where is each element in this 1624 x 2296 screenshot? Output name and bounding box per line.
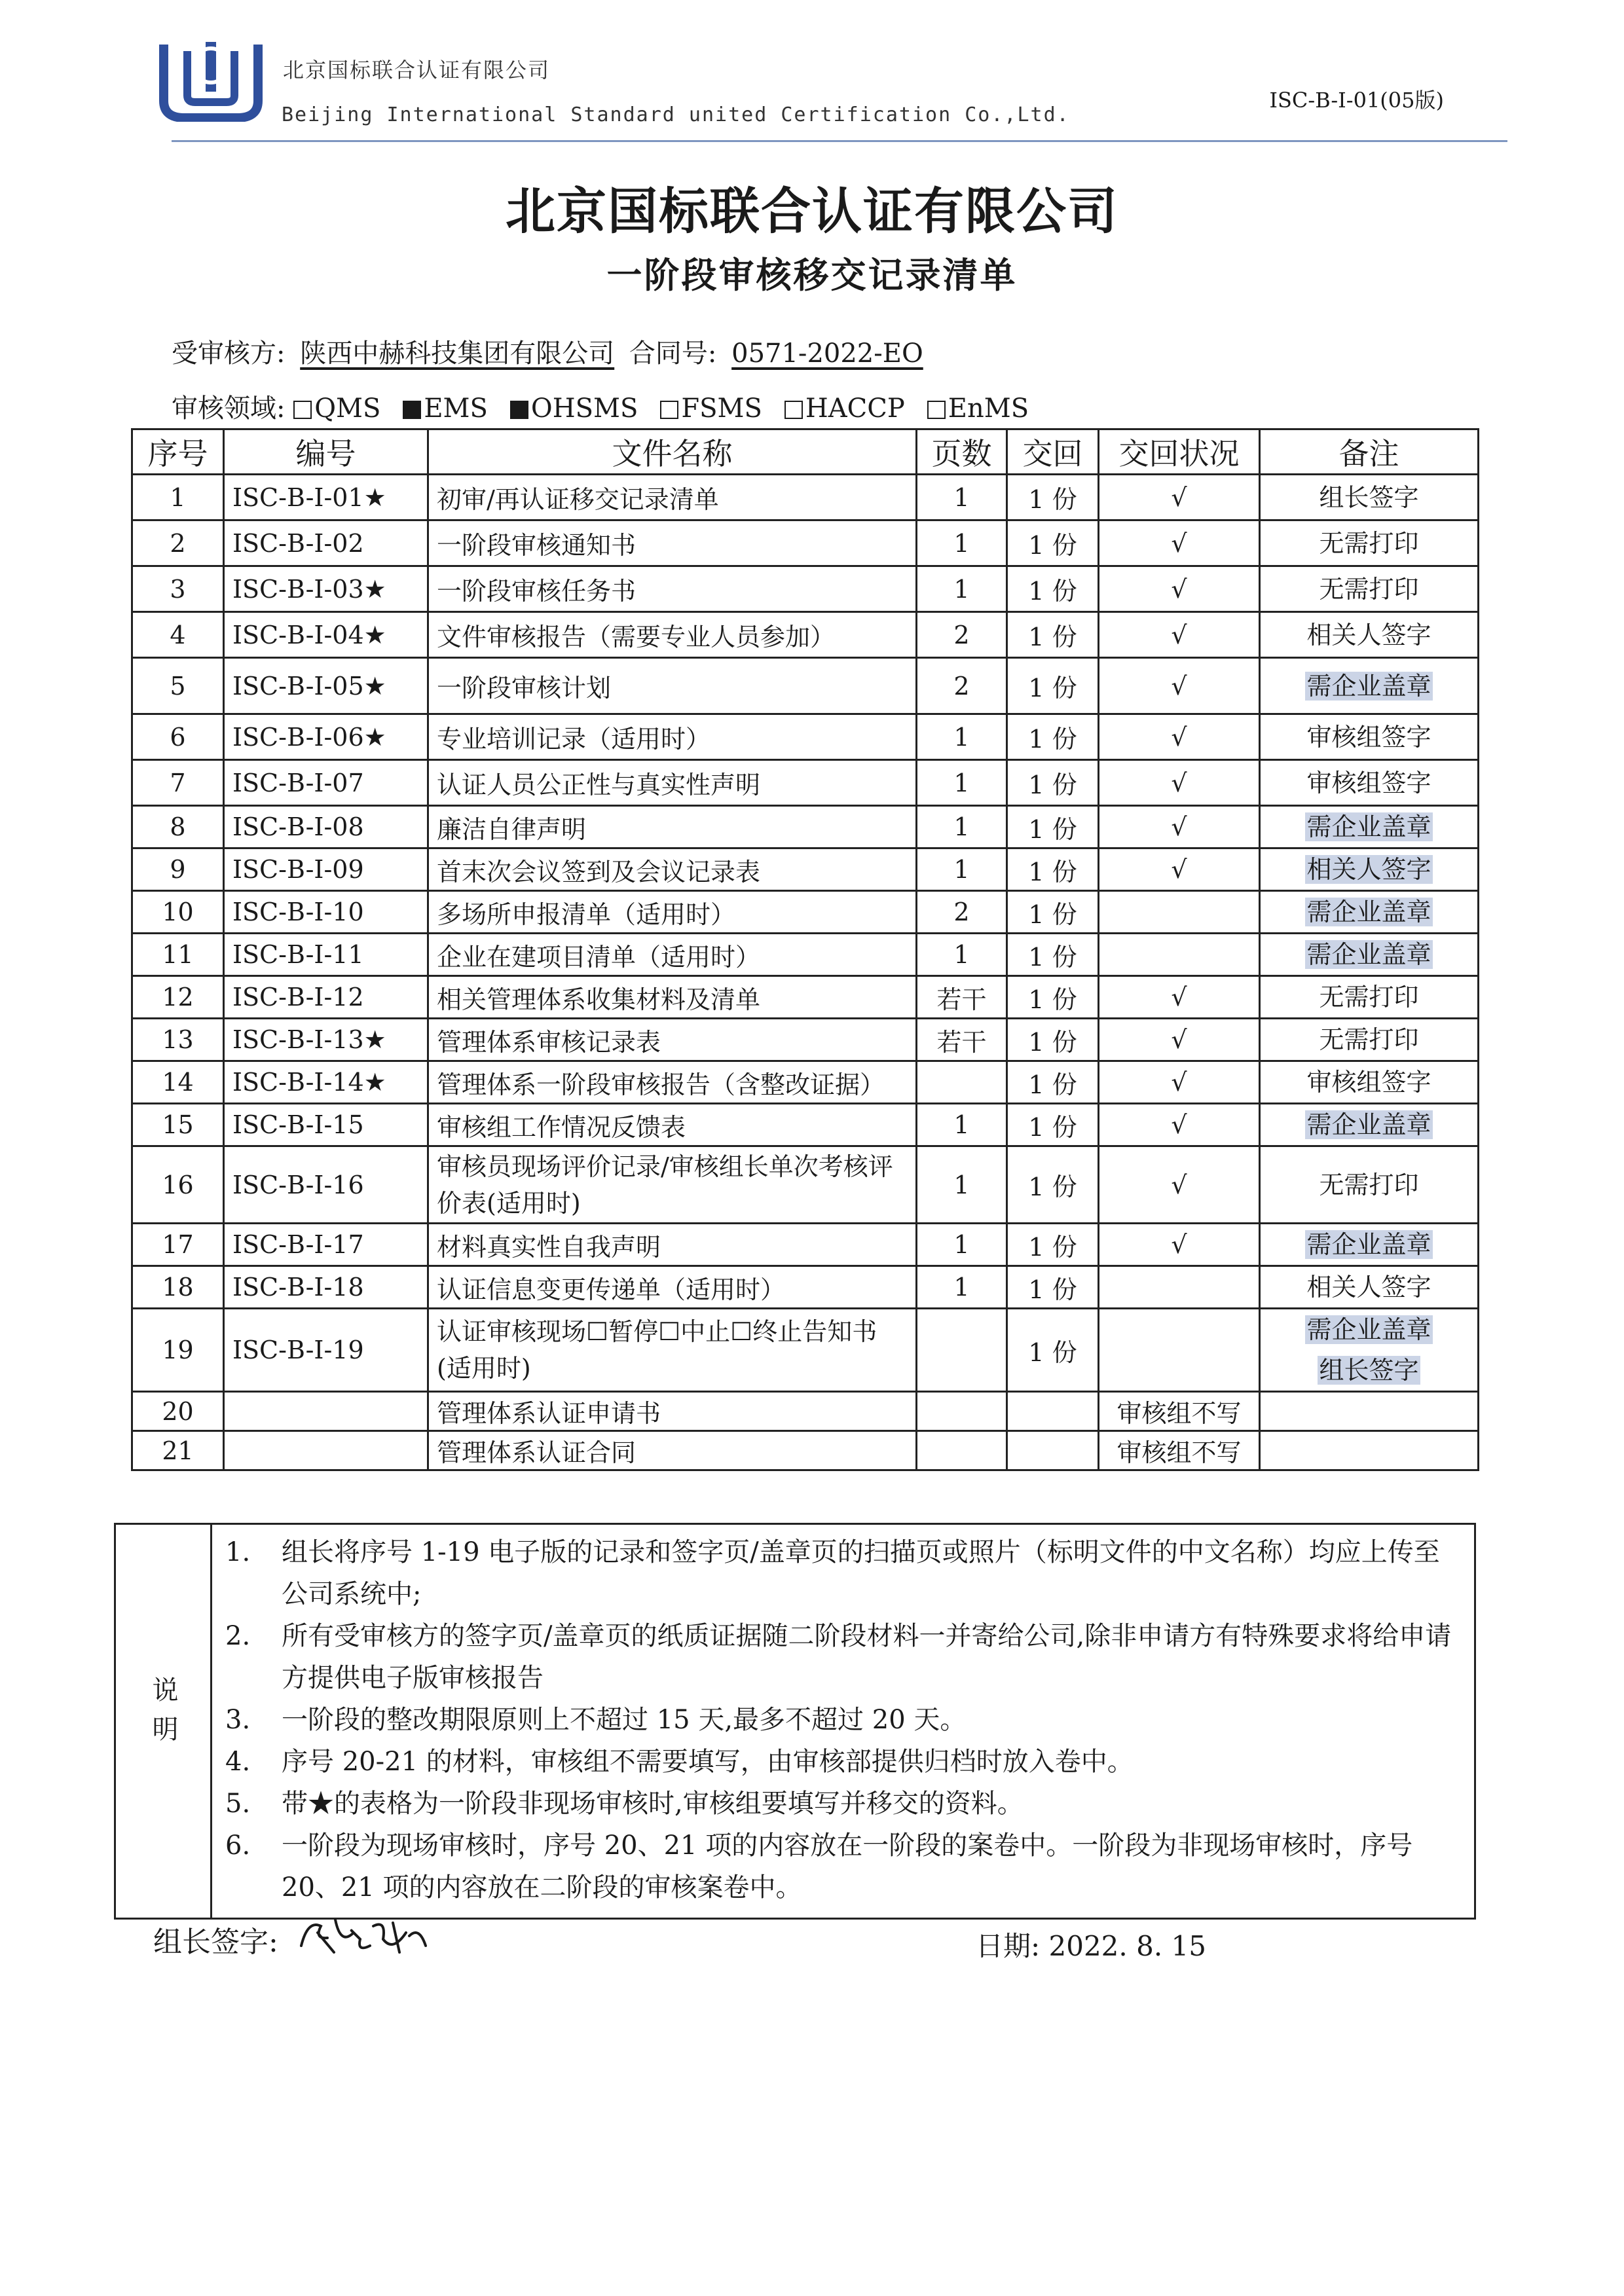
row-return-status bbox=[1099, 891, 1260, 934]
row-returned: 1 份 bbox=[1007, 714, 1099, 760]
notes-label bbox=[115, 1524, 212, 1919]
row-code: ISC-B-I-05★ bbox=[224, 658, 428, 714]
remark-text: 无需打印 bbox=[1319, 1170, 1419, 1199]
row-return-status: 审核组不写 bbox=[1099, 1392, 1260, 1431]
row-return-status: √ bbox=[1099, 658, 1260, 714]
row-returned: 1 份 bbox=[1007, 1104, 1099, 1146]
checkbox-box[interactable] bbox=[403, 401, 421, 419]
note-item bbox=[225, 1741, 1461, 1783]
note-text: 一阶段为现场审核时，序号 20、21 项的内容放在一阶段的案卷中。一阶段为非现场审核时，序号 20、21 项的内容放在二阶段的审核案卷中。 bbox=[282, 1831, 1413, 1903]
row-code: ISC-B-I-12 bbox=[224, 976, 428, 1019]
row-return-status: √ bbox=[1099, 1146, 1260, 1224]
table-row bbox=[132, 658, 1479, 714]
row-file-name: 审核员现场评价记录/审核组长单次考核评价表(适用时) bbox=[428, 1146, 917, 1224]
row-returned: 1 份 bbox=[1007, 1309, 1099, 1392]
table-row bbox=[132, 976, 1479, 1019]
row-returned: 1 份 bbox=[1007, 1224, 1099, 1266]
row-pages: 1 bbox=[917, 520, 1007, 566]
row-seq: 12 bbox=[132, 976, 224, 1019]
row-return-status: √ bbox=[1099, 1224, 1260, 1266]
row-returned bbox=[1007, 1392, 1099, 1431]
table-row bbox=[132, 1104, 1479, 1146]
row-return-status: √ bbox=[1099, 612, 1260, 658]
row-returned: 1 份 bbox=[1007, 1061, 1099, 1104]
row-remarks bbox=[1260, 566, 1479, 612]
table-row bbox=[132, 475, 1479, 520]
header-seq: 序号 bbox=[132, 429, 224, 475]
checkbox-box[interactable] bbox=[660, 401, 678, 419]
row-file-name: 管理体系一阶段审核报告（含整改证据） bbox=[428, 1061, 917, 1104]
row-code: ISC-B-I-15 bbox=[224, 1104, 428, 1146]
row-returned: 1 份 bbox=[1007, 475, 1099, 520]
row-return-status: √ bbox=[1099, 848, 1260, 891]
row-file-name: 企业在建项目清单（适用时） bbox=[428, 934, 917, 976]
company-name-cn: 北京国标联合认证有限公司 bbox=[283, 58, 551, 82]
row-seq: 14 bbox=[132, 1061, 224, 1104]
row-returned: 1 份 bbox=[1007, 1019, 1099, 1061]
row-return-status: √ bbox=[1099, 520, 1260, 566]
row-return-status bbox=[1099, 934, 1260, 976]
leader-sign-label: 组长签字: bbox=[153, 1925, 278, 1959]
notes-label-text: 说明 bbox=[148, 1675, 178, 1755]
row-returned: 1 份 bbox=[1007, 612, 1099, 658]
header-returned: 交回 bbox=[1007, 429, 1099, 475]
row-pages: 1 bbox=[917, 1266, 1007, 1309]
header-code: 编号 bbox=[224, 429, 428, 475]
row-remarks bbox=[1260, 1266, 1479, 1309]
checkbox-box[interactable] bbox=[510, 401, 528, 419]
notes-section bbox=[114, 1523, 1476, 1920]
row-remarks bbox=[1260, 934, 1479, 976]
domain-qms-checkbox[interactable] bbox=[293, 393, 380, 424]
remark-text: 需企业盖章 bbox=[1306, 1230, 1431, 1259]
row-file-name: 认证人员公正性与真实性声明 bbox=[428, 760, 917, 806]
row-remarks bbox=[1260, 714, 1479, 760]
note-text: 一阶段的整改期限原则上不超过 15 天,最多不超过 20 天。 bbox=[282, 1705, 967, 1735]
row-remarks bbox=[1260, 1224, 1479, 1266]
row-seq: 15 bbox=[132, 1104, 224, 1146]
row-seq: 6 bbox=[132, 714, 224, 760]
row-remarks bbox=[1260, 658, 1479, 714]
row-returned: 1 份 bbox=[1007, 658, 1099, 714]
row-returned: 1 份 bbox=[1007, 520, 1099, 566]
row-pages: 2 bbox=[917, 891, 1007, 934]
row-file-name: 审核组工作情况反馈表 bbox=[428, 1104, 917, 1146]
domain-enms-checkbox[interactable] bbox=[927, 393, 1029, 424]
note-item bbox=[225, 1699, 1461, 1741]
auditee-label: 受审核方: bbox=[172, 338, 286, 369]
checkbox-box[interactable] bbox=[784, 401, 803, 419]
row-remarks bbox=[1260, 848, 1479, 891]
remark-text: 组长签字 bbox=[1319, 483, 1419, 512]
row-pages bbox=[917, 1061, 1007, 1104]
row-file-name: 初审/再认证移交记录清单 bbox=[428, 475, 917, 520]
row-pages: 1 bbox=[917, 1104, 1007, 1146]
row-code: ISC-B-I-17 bbox=[224, 1224, 428, 1266]
notes-list bbox=[212, 1524, 1475, 1919]
handwritten-signature bbox=[295, 1906, 432, 1965]
table-row bbox=[132, 806, 1479, 848]
note-number: 5. bbox=[225, 1789, 251, 1819]
checkbox-label: QMS bbox=[314, 393, 381, 424]
row-remarks bbox=[1260, 806, 1479, 848]
row-file-name: 相关管理体系收集材料及清单 bbox=[428, 976, 917, 1019]
auditee-value: 陕西中赫科技集团有限公司 bbox=[300, 338, 615, 369]
remark-text: 需企业盖章 bbox=[1306, 671, 1431, 701]
remark-text: 审核组签字 bbox=[1306, 722, 1431, 752]
row-return-status: √ bbox=[1099, 976, 1260, 1019]
row-seq: 9 bbox=[132, 848, 224, 891]
table-row bbox=[132, 1061, 1479, 1104]
row-file-name: 材料真实性自我声明 bbox=[428, 1224, 917, 1266]
table-body bbox=[132, 475, 1479, 1470]
row-remarks bbox=[1260, 475, 1479, 520]
note-number: 3. bbox=[225, 1705, 251, 1735]
row-seq: 19 bbox=[132, 1309, 224, 1392]
checkbox-label: HACCP bbox=[805, 393, 905, 424]
row-remarks bbox=[1260, 1431, 1479, 1470]
row-return-status bbox=[1099, 1266, 1260, 1309]
remark-text: 需企业盖章 bbox=[1306, 898, 1431, 926]
row-seq: 1 bbox=[132, 475, 224, 520]
row-returned: 1 份 bbox=[1007, 760, 1099, 806]
row-pages: 1 bbox=[917, 1146, 1007, 1224]
note-number: 1. bbox=[225, 1537, 251, 1567]
row-return-status: √ bbox=[1099, 566, 1260, 612]
row-file-name: 认证信息变更传递单（适用时） bbox=[428, 1266, 917, 1309]
table-row bbox=[132, 934, 1479, 976]
domain-ohsms-checkbox[interactable] bbox=[510, 393, 638, 424]
row-return-status: √ bbox=[1099, 1104, 1260, 1146]
row-seq: 13 bbox=[132, 1019, 224, 1061]
row-file-name: 管理体系认证申请书 bbox=[428, 1392, 917, 1431]
row-code: ISC-B-I-11 bbox=[224, 934, 428, 976]
table-row bbox=[132, 1266, 1479, 1309]
row-code: ISC-B-I-16 bbox=[224, 1146, 428, 1224]
row-code: ISC-B-I-09 bbox=[224, 848, 428, 891]
row-pages: 1 bbox=[917, 714, 1007, 760]
header-divider bbox=[172, 140, 1507, 142]
remark-text: 相关人签字 bbox=[1306, 1273, 1431, 1302]
row-pages: 1 bbox=[917, 806, 1007, 848]
row-file-name: 一阶段审核通知书 bbox=[428, 520, 917, 566]
table-row bbox=[132, 891, 1479, 934]
remark-text: 相关人签字 bbox=[1306, 620, 1431, 649]
row-pages bbox=[917, 1392, 1007, 1431]
remark-text: 需企业盖章 bbox=[1306, 1315, 1431, 1344]
checkbox-box[interactable] bbox=[927, 401, 946, 419]
row-seq: 18 bbox=[132, 1266, 224, 1309]
row-pages: 2 bbox=[917, 612, 1007, 658]
row-returned: 1 份 bbox=[1007, 934, 1099, 976]
row-code: ISC-B-I-13★ bbox=[224, 1019, 428, 1061]
row-seq: 11 bbox=[132, 934, 224, 976]
row-remarks bbox=[1260, 1061, 1479, 1104]
row-seq: 17 bbox=[132, 1224, 224, 1266]
row-seq: 20 bbox=[132, 1392, 224, 1431]
row-pages bbox=[917, 1431, 1007, 1470]
handover-table bbox=[131, 428, 1479, 1471]
table-row bbox=[132, 714, 1479, 760]
date-label: 日期: bbox=[976, 1930, 1041, 1962]
table-row bbox=[132, 612, 1479, 658]
date bbox=[976, 1925, 1206, 1964]
row-remarks bbox=[1260, 976, 1479, 1019]
row-pages: 1 bbox=[917, 848, 1007, 891]
row-pages: 2 bbox=[917, 658, 1007, 714]
row-file-name: 文件审核报告（需要专业人员参加） bbox=[428, 612, 917, 658]
row-file-name: 管理体系审核记录表 bbox=[428, 1019, 917, 1061]
row-pages: 1 bbox=[917, 1224, 1007, 1266]
table-row bbox=[132, 1224, 1479, 1266]
note-item bbox=[225, 1615, 1461, 1699]
row-returned: 1 份 bbox=[1007, 1146, 1099, 1224]
row-return-status: 审核组不写 bbox=[1099, 1431, 1260, 1470]
note-text: 所有受审核方的签字页/盖章页的纸质证据随二阶段材料一并寄给公司,除非申请方有特殊要求将给申请方提供电子版审核报告 bbox=[282, 1621, 1452, 1693]
company-logo bbox=[158, 38, 263, 122]
remark-text: 无需打印 bbox=[1319, 528, 1419, 558]
remark-text: 无需打印 bbox=[1319, 574, 1419, 604]
company-name-en: Beijing International Standard united Certification Co.,Ltd. bbox=[282, 103, 1070, 126]
note-number: 4. bbox=[225, 1747, 251, 1777]
row-pages: 1 bbox=[917, 760, 1007, 806]
checkbox-label: OHSMS bbox=[530, 393, 638, 424]
row-file-name: 廉洁自律声明 bbox=[428, 806, 917, 848]
row-pages: 若干 bbox=[917, 976, 1007, 1019]
row-file-name: 一阶段审核计划 bbox=[428, 658, 917, 714]
page-title: 北京国标联合认证有限公司 bbox=[506, 182, 1118, 240]
row-returned: 1 份 bbox=[1007, 976, 1099, 1019]
table-row bbox=[132, 1392, 1479, 1431]
note-text: 序号 20-21 的材料，审核组不需要填写，由审核部提供归档时放入卷中。 bbox=[282, 1747, 1134, 1777]
row-remarks bbox=[1260, 520, 1479, 566]
row-file-name: 多场所申报清单（适用时） bbox=[428, 891, 917, 934]
header-return-status: 交回状况 bbox=[1099, 429, 1260, 475]
checkbox-box[interactable] bbox=[293, 401, 312, 419]
row-file-name: 认证审核现场☐暂停☐中止☐终止告知书(适用时) bbox=[428, 1309, 917, 1392]
checkbox-label: EMS bbox=[424, 393, 488, 424]
table-row bbox=[132, 1146, 1479, 1224]
domain-checkbox-group bbox=[293, 393, 1051, 424]
row-seq: 21 bbox=[132, 1431, 224, 1470]
row-returned: 1 份 bbox=[1007, 1266, 1099, 1309]
note-item bbox=[225, 1783, 1461, 1825]
checkbox-label: FSMS bbox=[681, 393, 762, 424]
row-return-status bbox=[1099, 1309, 1260, 1392]
contract-label: 合同号: bbox=[629, 338, 717, 369]
auditee-info bbox=[172, 333, 930, 370]
row-return-status: √ bbox=[1099, 1061, 1260, 1104]
row-seq: 3 bbox=[132, 566, 224, 612]
note-item bbox=[225, 1825, 1461, 1908]
domain-ems-checkbox[interactable] bbox=[403, 393, 488, 424]
row-pages: 若干 bbox=[917, 1019, 1007, 1061]
table-row bbox=[132, 1309, 1479, 1392]
page-subtitle: 一阶段审核移交记录清单 bbox=[606, 255, 1018, 296]
row-code: ISC-B-I-03★ bbox=[224, 566, 428, 612]
row-seq: 4 bbox=[132, 612, 224, 658]
row-seq: 10 bbox=[132, 891, 224, 934]
row-code: ISC-B-I-02 bbox=[224, 520, 428, 566]
contract-value: 0571-2022-EO bbox=[731, 338, 923, 369]
row-pages: 1 bbox=[917, 475, 1007, 520]
row-return-status: √ bbox=[1099, 475, 1260, 520]
row-code: ISC-B-I-07 bbox=[224, 760, 428, 806]
checkbox-label: EnMS bbox=[948, 393, 1029, 424]
domain-fsms-checkbox[interactable] bbox=[660, 393, 762, 424]
remark-text: 无需打印 bbox=[1319, 983, 1419, 1011]
row-remarks bbox=[1260, 1019, 1479, 1061]
row-remarks bbox=[1260, 1309, 1479, 1392]
row-remarks bbox=[1260, 1392, 1479, 1431]
row-returned: 1 份 bbox=[1007, 848, 1099, 891]
header-remarks: 备注 bbox=[1260, 429, 1479, 475]
row-remarks bbox=[1260, 1146, 1479, 1224]
note-number: 6. bbox=[225, 1831, 251, 1861]
table-header-row bbox=[132, 429, 1479, 475]
table-row bbox=[132, 1431, 1479, 1470]
table-row bbox=[132, 1019, 1479, 1061]
row-code: ISC-B-I-10 bbox=[224, 891, 428, 934]
note-text: 组长将序号 1-19 电子版的记录和签字页/盖章页的扫描页或照片（标明文件的中文名称）均应上传至公司系统中; bbox=[282, 1537, 1440, 1609]
remark-text: 相关人签字 bbox=[1306, 855, 1431, 884]
row-remarks bbox=[1260, 891, 1479, 934]
row-remarks bbox=[1260, 1104, 1479, 1146]
row-code: ISC-B-I-04★ bbox=[224, 612, 428, 658]
remark-text: 无需打印 bbox=[1319, 1025, 1419, 1054]
row-return-status: √ bbox=[1099, 806, 1260, 848]
table-row bbox=[132, 848, 1479, 891]
row-file-name: 管理体系认证合同 bbox=[428, 1431, 917, 1470]
row-return-status: √ bbox=[1099, 1019, 1260, 1061]
row-seq: 5 bbox=[132, 658, 224, 714]
row-returned bbox=[1007, 1431, 1099, 1470]
table-row bbox=[132, 566, 1479, 612]
row-code: ISC-B-I-19 bbox=[224, 1309, 428, 1392]
header-file-name: 文件名称 bbox=[428, 429, 917, 475]
remark-text: 审核组签字 bbox=[1306, 768, 1431, 797]
row-return-status: √ bbox=[1099, 760, 1260, 806]
row-file-name: 首末次会议签到及会议记录表 bbox=[428, 848, 917, 891]
remark-text: 需企业盖章 bbox=[1306, 812, 1431, 841]
row-file-name: 专业培训记录（适用时） bbox=[428, 714, 917, 760]
row-code: ISC-B-I-06★ bbox=[224, 714, 428, 760]
row-returned: 1 份 bbox=[1007, 806, 1099, 848]
row-seq: 2 bbox=[132, 520, 224, 566]
row-code: ISC-B-I-14★ bbox=[224, 1061, 428, 1104]
row-code bbox=[224, 1431, 428, 1470]
remark-text: 审核组签字 bbox=[1306, 1068, 1431, 1097]
row-seq: 7 bbox=[132, 760, 224, 806]
remark-text: 需企业盖章 bbox=[1306, 940, 1431, 969]
row-pages: 1 bbox=[917, 566, 1007, 612]
note-number: 2. bbox=[225, 1621, 251, 1651]
row-pages: 1 bbox=[917, 934, 1007, 976]
note-text: 带★的表格为一阶段非现场审核时,审核组要填写并移交的资料。 bbox=[282, 1789, 1024, 1819]
row-pages bbox=[917, 1309, 1007, 1392]
note-item bbox=[225, 1531, 1461, 1615]
row-seq: 8 bbox=[132, 806, 224, 848]
remark-text: 需企业盖章 bbox=[1306, 1110, 1431, 1139]
row-returned: 1 份 bbox=[1007, 566, 1099, 612]
header-pages: 页数 bbox=[917, 429, 1007, 475]
domain-label: 审核领域: bbox=[172, 393, 286, 424]
row-code: ISC-B-I-08 bbox=[224, 806, 428, 848]
row-file-name: 一阶段审核任务书 bbox=[428, 566, 917, 612]
row-code bbox=[224, 1392, 428, 1431]
row-remarks bbox=[1260, 612, 1479, 658]
row-code: ISC-B-I-18 bbox=[224, 1266, 428, 1309]
remark-text: 组长签字 bbox=[1319, 1356, 1419, 1385]
audit-domain bbox=[172, 388, 1051, 425]
row-seq: 16 bbox=[132, 1146, 224, 1224]
table-row bbox=[132, 760, 1479, 806]
document-code: ISC-B-I-01(05版) bbox=[1269, 88, 1444, 113]
domain-haccp-checkbox[interactable] bbox=[784, 393, 905, 424]
table-row bbox=[132, 520, 1479, 566]
row-code: ISC-B-I-01★ bbox=[224, 475, 428, 520]
row-return-status: √ bbox=[1099, 714, 1260, 760]
date-value: 2022. 8. 15 bbox=[1048, 1930, 1206, 1962]
row-returned: 1 份 bbox=[1007, 891, 1099, 934]
row-remarks bbox=[1260, 760, 1479, 806]
